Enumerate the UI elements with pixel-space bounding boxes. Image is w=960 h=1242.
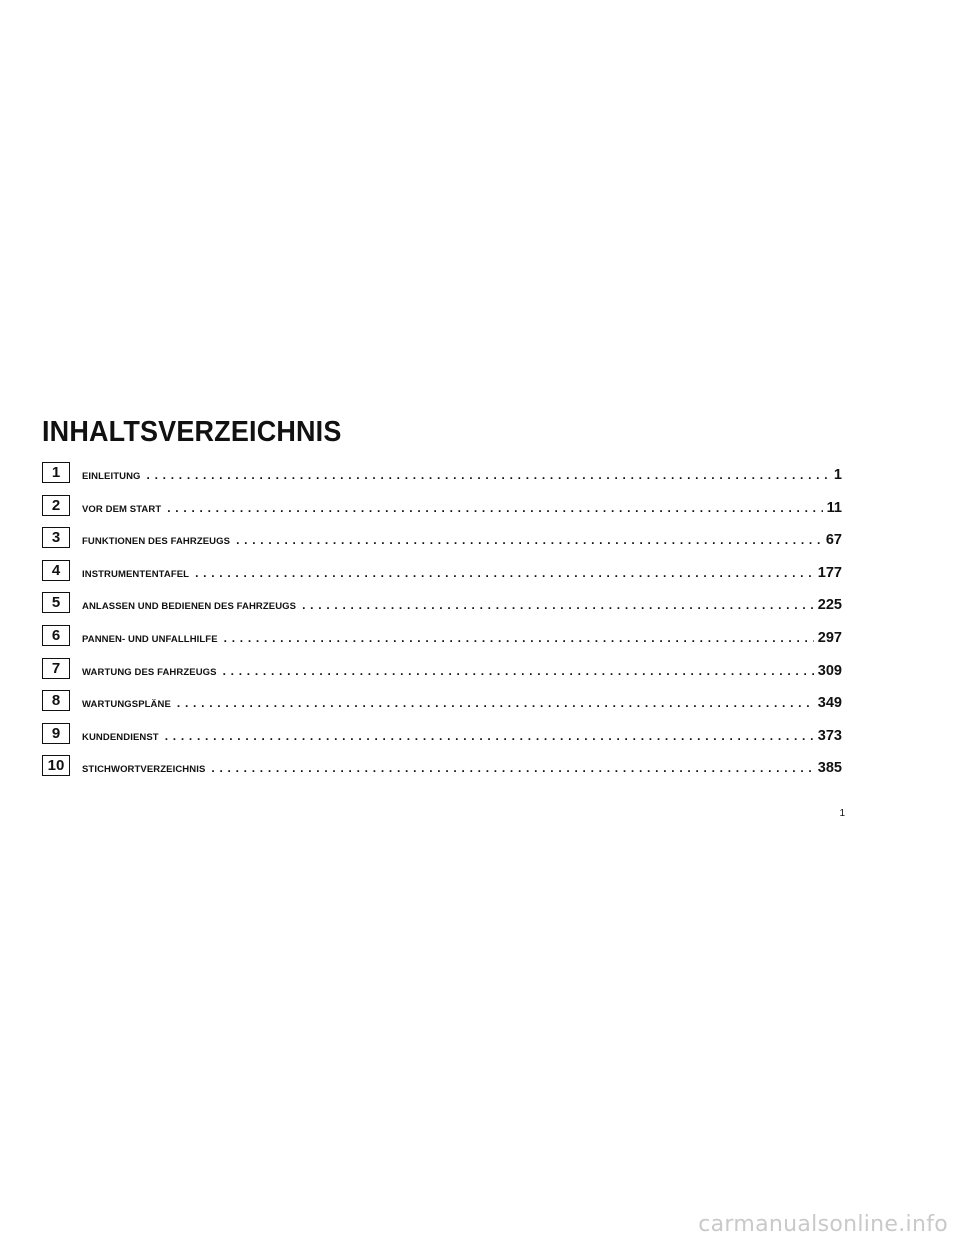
toc-entry-3[interactable] — [42, 527, 842, 560]
toc-entry-2[interactable] — [42, 495, 842, 528]
chapter-number-tab: 2 — [42, 495, 70, 516]
dot-leader — [302, 598, 814, 612]
chapter-title: WARTUNGSPLÄNE — [82, 699, 171, 711]
chapter-number-tab: 1 — [42, 462, 70, 483]
chapter-title: STICHWORTVERZEICHNIS — [82, 764, 206, 776]
table-of-contents — [42, 462, 842, 788]
chapter-page: 349 — [817, 695, 842, 712]
toc-entry-5[interactable] — [42, 592, 842, 625]
chapter-title: EINLEITUNG — [82, 471, 141, 482]
chapter-number-tab: 5 — [42, 592, 70, 613]
chapter-number-tab: 4 — [42, 560, 70, 581]
dot-leader — [167, 501, 822, 515]
chapter-title: PANNEN- UND UNFALLHILFE — [82, 633, 218, 645]
dot-leader — [223, 664, 814, 678]
chapter-title: KUNDENDIENST — [82, 731, 159, 743]
chapter-page: 385 — [817, 760, 842, 777]
dot-leader — [177, 696, 814, 710]
chapter-page: 225 — [817, 597, 842, 614]
chapter-page: 309 — [817, 662, 842, 679]
toc-entry-8[interactable] — [42, 690, 842, 723]
dot-leader — [195, 566, 814, 580]
chapter-title: VOR DEM START — [82, 503, 162, 515]
chapter-title: INSTRUMENTENTAFEL — [82, 568, 190, 580]
chapter-title: ANLASSEN UND BEDIENEN DES FAHRZEUGS — [82, 601, 297, 613]
toc-entry-7[interactable] — [42, 658, 842, 691]
dot-leader — [147, 468, 830, 482]
chapter-number-tab: 8 — [42, 690, 70, 711]
chapter-title: FUNKTIONEN DES FAHRZEUGS — [82, 536, 231, 548]
chapter-number-tab: 6 — [42, 625, 70, 646]
chapter-title: WARTUNG DES FAHRZEUGS — [82, 666, 217, 678]
watermark: carmanualsonline.info — [698, 1212, 948, 1237]
chapter-page: 67 — [825, 532, 842, 549]
chapter-number-tab: 9 — [42, 723, 70, 744]
chapter-page: 11 — [826, 499, 842, 516]
dot-leader — [236, 533, 822, 547]
toc-entry-1[interactable] — [42, 462, 842, 495]
chapter-page: 1 — [833, 467, 842, 483]
chapter-number-tab: 7 — [42, 658, 70, 679]
chapter-page: 373 — [817, 727, 842, 744]
dot-leader — [211, 761, 813, 775]
toc-entry-9[interactable] — [42, 723, 842, 756]
chapter-page: 177 — [817, 564, 842, 581]
chapter-number-tab: 3 — [42, 527, 70, 548]
dot-leader — [165, 729, 814, 743]
chapter-page: 297 — [817, 629, 842, 646]
page-number: 1 — [839, 808, 845, 819]
toc-entry-4[interactable] — [42, 560, 842, 593]
toc-entry-10[interactable] — [42, 755, 842, 788]
page-title: INHALTSVERZEICHNIS — [42, 416, 342, 448]
dot-leader — [224, 631, 814, 645]
chapter-number-tab: 10 — [42, 755, 70, 776]
toc-entry-6[interactable] — [42, 625, 842, 658]
